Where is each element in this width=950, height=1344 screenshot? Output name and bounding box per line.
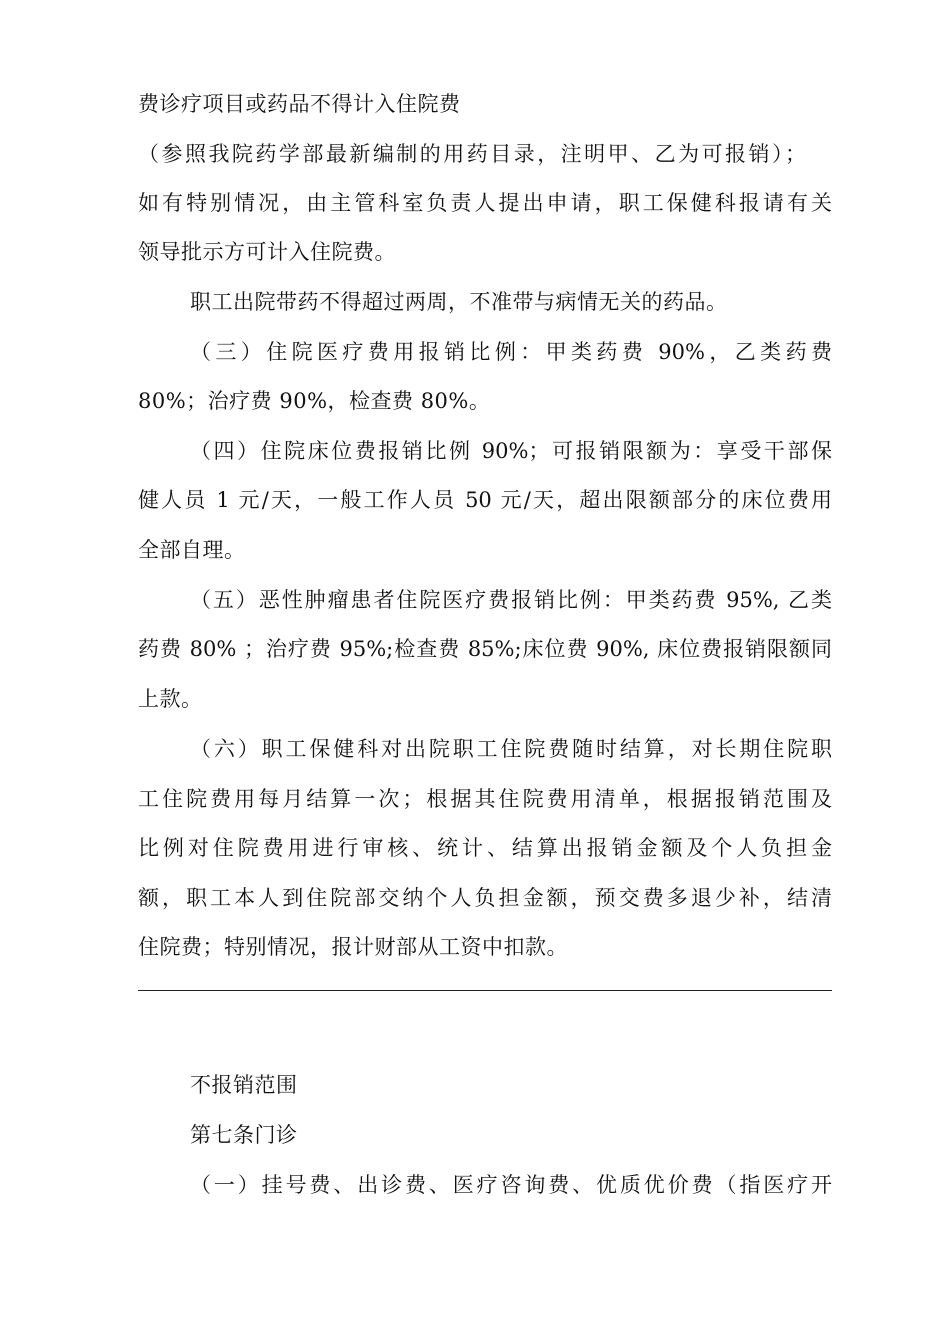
paragraph-discharge-medication: 职工出院带药不得超过两周，不准带与病情无关的药品。 [190,290,728,314]
text-line-1: 费诊疗项目或药品不得计入住院费 [138,92,461,116]
clause-6-line-5: 住院费；特别情况，报计财部从工资中扣款。 [138,935,568,959]
text-line-2: （参照我院药学部最新编制的用药目录，注明甲、乙为可报销）； [138,142,806,166]
clause-4-line-1: （四）住院床位费报销比例 90%；可报销限额为：享受干部保 [190,439,832,463]
clause-3-line-1: （三）住院医疗费用报销比例：甲类药费 90%，乙类药费 [190,340,832,364]
clause-5-line-2: 药费 80% ；治疗费 95%;检查费 85%;床位费 90%, 床位费报销限额同 [138,637,832,661]
clause-6-line-1: （六）职工保健科对出院职工住院费随时结算，对长期住院职 [190,737,832,761]
clause-6-line-3: 比例对住院费用进行审核、统计、结算出报销金额及个人负担金 [138,836,832,860]
section-heading-not-reimbursable: 不报销范围 [190,1073,298,1097]
clause-5-line-3: 上款。 [138,687,203,711]
clause-4-line-3: 全部自理。 [138,538,246,562]
text-line-3: 如有特别情况，由主管科室负责人提出申请，职工保健科报请有关 [138,191,832,215]
clause-6-line-2: 工住院费用每月结算一次；根据其住院费用清单，根据报销范围及 [138,787,832,811]
section-divider [138,990,832,991]
clause-4-line-2: 健人员 1 元/天，一般工作人员 50 元/天，超出限额部分的床位费用 [138,488,832,512]
text-line-4: 领导批示方可计入住院费。 [138,240,396,264]
article-7-heading: 第七条门诊 [190,1123,298,1147]
clause-3-line-2: 80%；治疗费 90%，检查费 80%。 [138,389,491,413]
article-7-item-1: （一）挂号费、出诊费、医疗咨询费、优质优价费（指医疗开 [190,1173,832,1197]
clause-6-line-4: 额，职工本人到住院部交纳个人负担金额，预交费多退少补，结清 [138,886,832,910]
clause-5-line-1: （五）恶性肿瘤患者住院医疗费报销比例：甲类药费 95%, 乙类 [190,588,832,612]
